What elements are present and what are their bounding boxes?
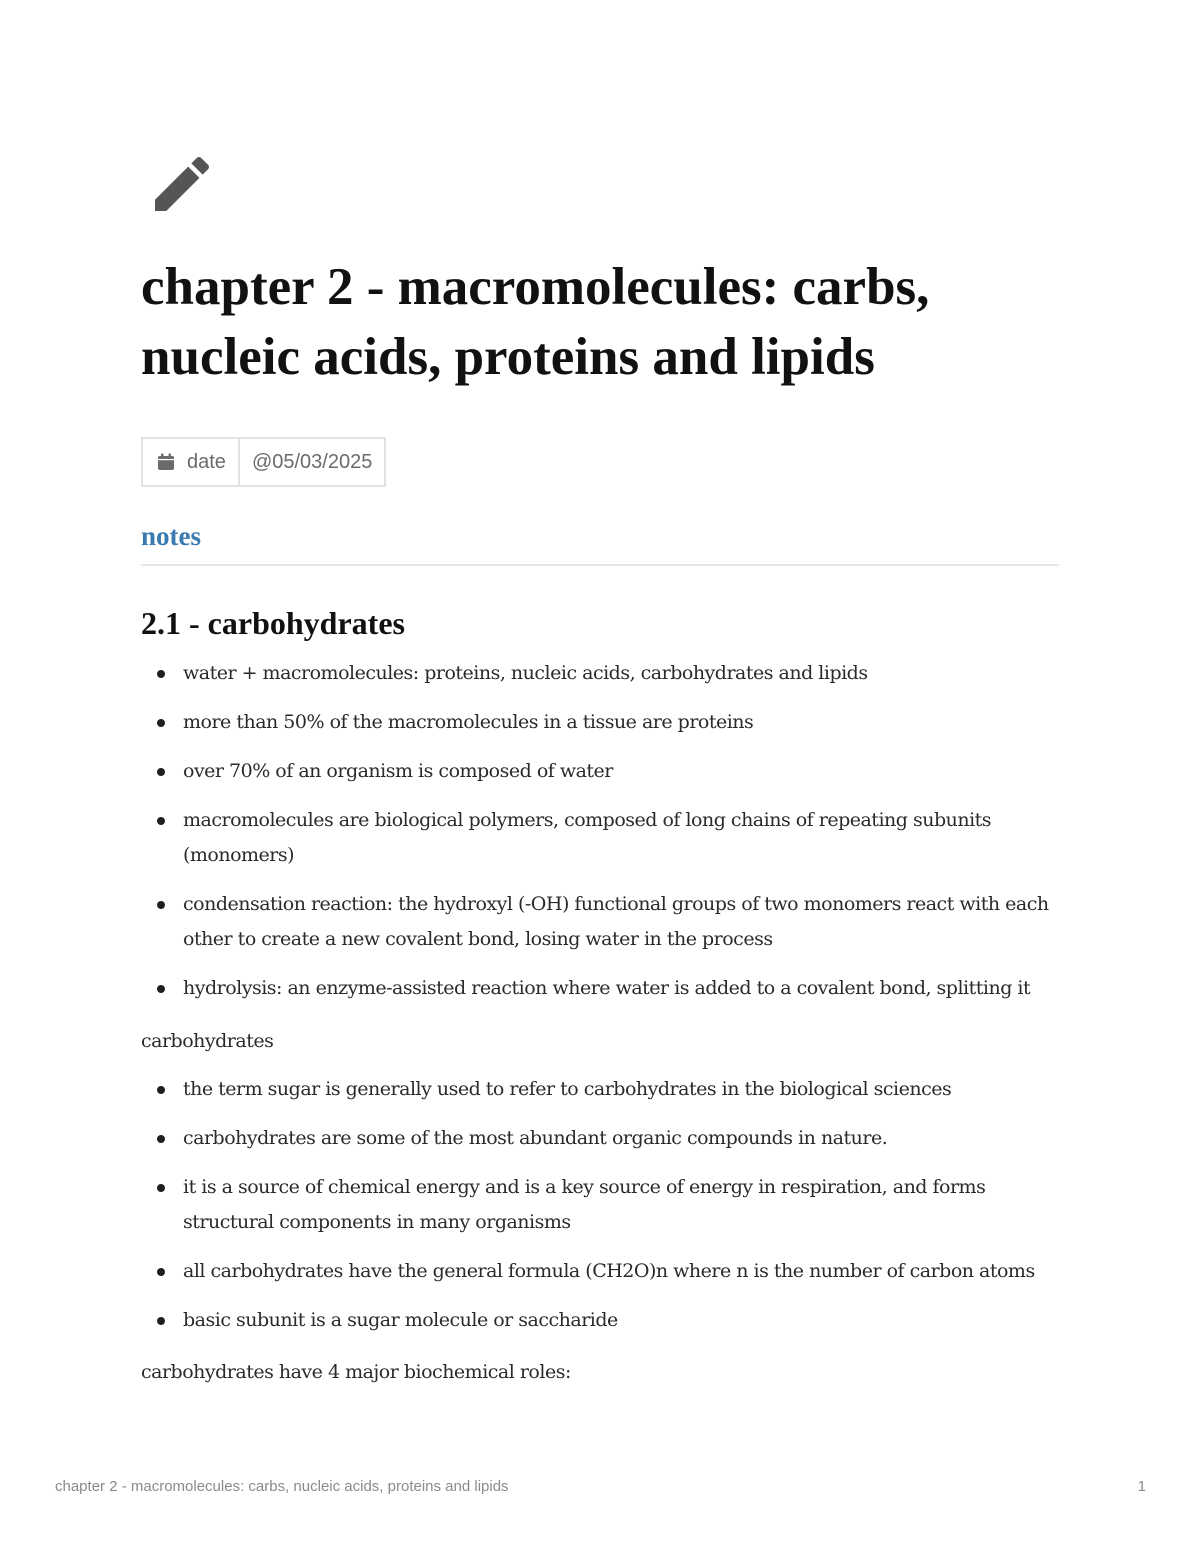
paragraph-carbohydrates: carbohydrates — [141, 1030, 274, 1052]
page-title: chapter 2 - macromolecules: carbs, nucleic acids, proteins and lipids — [141, 258, 930, 386]
calendar-icon — [157, 453, 175, 471]
footer-title: chapter 2 - macromolecules: carbs, nucleic acids, proteins and lipids — [55, 1478, 509, 1495]
notes-divider — [141, 564, 1059, 566]
list-item: macromolecules are biological polymers, composed of long chains of repeating subunits (monomers) — [141, 803, 1071, 873]
property-name-date[interactable] — [143, 439, 240, 485]
bullet-list-intro — [141, 656, 1071, 1020]
paragraph-biochemical-roles: carbohydrates have 4 major biochemical roles: — [141, 1361, 571, 1383]
list-item: carbohydrates are some of the most abundant organic compounds in nature. — [141, 1121, 1071, 1156]
section-heading: 2.1 - carbohydrates — [141, 605, 405, 641]
list-item: basic subunit is a sugar molecule or saccharide — [141, 1303, 1071, 1338]
property-value-date[interactable]: @05/03/2025 — [251, 450, 373, 473]
property-table — [141, 437, 386, 487]
list-item: hydrolysis: an enzyme-assisted reaction where water is added to a covalent bond, splitting it — [141, 971, 1071, 1006]
notes-heading: notes — [141, 521, 201, 551]
bullet-list-carbohydrates — [141, 1072, 1071, 1352]
list-item: condensation reaction: the hydroxyl (-OH) functional groups of two monomers react with each other to create a new covalent bond, losing water in the process — [141, 887, 1071, 957]
list-item: over 70% of an organism is composed of water — [141, 754, 1071, 789]
list-item: the term sugar is generally used to refer to carbohydrates in the biological sciences — [141, 1072, 1071, 1107]
list-item: more than 50% of the macromolecules in a tissue are proteins — [141, 705, 1071, 740]
list-item: all carbohydrates have the general formula (CH2O)n where n is the number of carbon atoms — [141, 1254, 1071, 1289]
list-item: it is a source of chemical energy and is a key source of energy in respiration, and forms structural components in many organisms — [141, 1170, 1071, 1240]
footer-page-number: 1 — [1137, 1478, 1146, 1495]
property-name-label: date — [187, 450, 226, 473]
list-item: water + macromolecules: proteins, nucleic acids, carbohydrates and lipids — [141, 656, 1071, 691]
pencil-icon — [146, 148, 218, 220]
